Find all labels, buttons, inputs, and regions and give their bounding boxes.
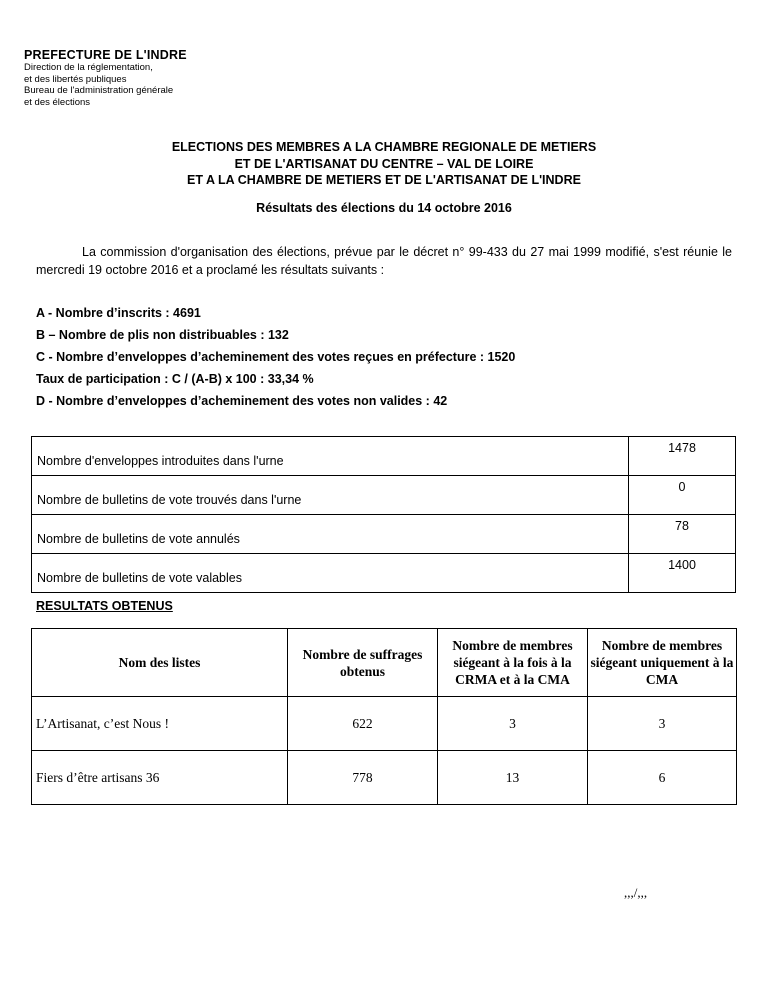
document-title xyxy=(0,139,768,189)
issuer-name: PREFECTURE DE L'INDRE xyxy=(24,48,187,62)
ballot-count-table xyxy=(31,436,736,593)
stat-invalid-envelopes: D - Nombre d’enveloppes d’acheminement des votes non valides : 42 xyxy=(36,394,448,408)
row-label: Nombre d'enveloppes introduites dans l'urne xyxy=(32,437,629,476)
row-label: Nombre de bulletins de vote trouvés dans l'urne xyxy=(32,476,629,515)
row-label: Nombre de bulletins de vote valables xyxy=(32,554,629,593)
row-value: 1478 xyxy=(629,437,736,476)
issuer-line: Bureau de l'administration générale xyxy=(24,85,174,96)
column-header-crma-cma-members: Nombre de membres siégeant à la fois à la CRMA et à la CMA xyxy=(438,629,588,697)
stat-envelopes-received: C - Nombre d’enveloppes d’acheminement des votes reçues en préfecture : 1520 xyxy=(36,350,516,364)
issuer-header xyxy=(24,48,187,108)
votes-cell: 778 xyxy=(288,751,438,805)
title-line: ELECTIONS DES MEMBRES A LA CHAMBRE REGIONALE DE METIERS xyxy=(171,140,597,154)
column-header-list-name: Nom des listes xyxy=(32,629,288,697)
continuation-mark: ,,,/,,, xyxy=(624,885,648,900)
column-header-votes: Nombre de suffrages obtenus xyxy=(288,629,438,697)
row-label: Nombre de bulletins de vote annulés xyxy=(32,515,629,554)
table-row xyxy=(32,554,736,593)
stat-participation-rate: Taux de participation : C / (A-B) x 100 : 33,34 % xyxy=(36,372,314,386)
title-line: ET DE L'ARTISANAT DU CENTRE – VAL DE LOIRE xyxy=(234,156,534,171)
list-name: Fiers d’être artisans 36 xyxy=(32,751,288,805)
issuer-line: Direction de la réglementation, xyxy=(24,62,153,73)
results-table xyxy=(31,628,737,805)
issuer-line: et des libertés publiques xyxy=(24,73,127,85)
table-row xyxy=(32,476,736,515)
stat-registered: A - Nombre d’inscrits : 4691 xyxy=(36,306,201,320)
crma-cma-members-cell: 3 xyxy=(438,697,588,751)
intro-text: La commission d'organisation des élections, prévue par le décret n° 99-433 du 27 mai 1999 modifié, s'est réunie le mercredi 19 octobre 2016 et a proclamé les résultats suivants : xyxy=(36,245,732,277)
stats-block xyxy=(36,306,515,416)
cma-members-cell: 3 xyxy=(588,697,737,751)
list-name: L’Artisanat, c’est Nous ! xyxy=(32,697,288,751)
table-row xyxy=(32,515,736,554)
table-row xyxy=(32,751,737,805)
cma-members-cell: 6 xyxy=(588,751,737,805)
table-header-row xyxy=(32,629,737,697)
issuer-line: et des élections xyxy=(24,96,91,108)
crma-cma-members-cell: 13 xyxy=(438,751,588,805)
intro-paragraph xyxy=(36,243,732,279)
votes-cell: 622 xyxy=(288,697,438,751)
row-value: 0 xyxy=(629,476,736,515)
document-subtitle: Résultats des élections du 14 octobre 2016 xyxy=(256,201,512,215)
title-line: ET A LA CHAMBRE DE METIERS ET DE L'ARTISANAT DE L'INDRE xyxy=(187,173,581,187)
row-value: 1400 xyxy=(629,554,736,593)
row-value: 78 xyxy=(629,515,736,554)
table-row xyxy=(32,437,736,476)
table-row xyxy=(32,697,737,751)
results-heading: RESULTATS OBTENUS xyxy=(36,599,173,613)
column-header-cma-members: Nombre de membres siégeant uniquement à la CMA xyxy=(588,629,737,697)
stat-undeliverable: B – Nombre de plis non distribuables : 132 xyxy=(36,328,289,342)
